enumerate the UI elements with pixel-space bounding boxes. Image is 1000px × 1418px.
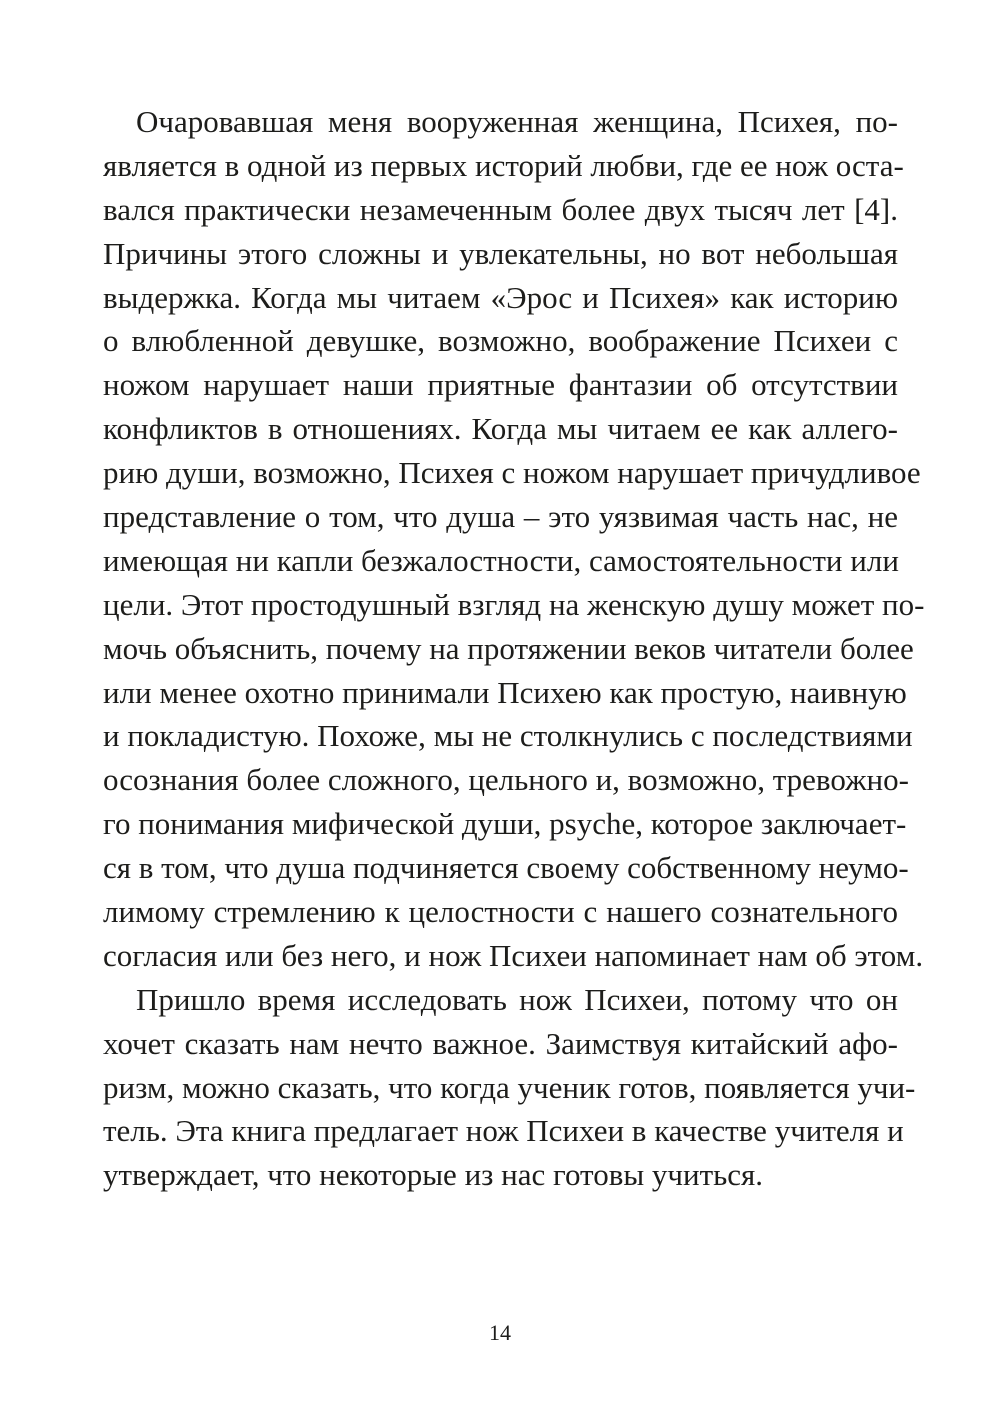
text-line: конфликтов в отношениях. Когда мы читаем ее как аллего- <box>103 411 898 447</box>
text-line: ризм, можно сказать, что когда ученик готов, появляется учи- <box>103 1069 916 1105</box>
text-line: о влюбленной девушке, возможно, воображение Психеи с <box>103 323 898 359</box>
text-line: го понимания мифической души, psyche, которое заключает- <box>103 806 907 842</box>
text-line: мочь объяснить, почему на протяжении веков читатели более <box>103 630 914 666</box>
text-line: вался практически незамеченным более двух тысяч лет [4]. <box>103 191 898 227</box>
text-line: или менее охотно принимали Психею как простую, наивную <box>103 674 907 710</box>
body-text <box>103 100 925 1197</box>
text-line: рию души, возможно, Психея с ножом нарушает причудливое <box>103 455 921 491</box>
text-line: утверждает, что некоторые из нас готовы учиться. <box>103 1157 764 1193</box>
paragraph-2 <box>103 978 916 1197</box>
text-line: тель. Эта книга предлагает нож Психеи в качестве учителя и <box>103 1113 904 1149</box>
paragraph-1 <box>103 100 925 978</box>
text-line: осознания более сложного, цельного и, возможно, тревожно- <box>103 762 909 798</box>
text-line: и покладистую. Похоже, мы не столкнулись с последствиями <box>103 718 913 754</box>
text-line: ножом нарушает наши приятные фантазии об отсутствии <box>103 367 898 403</box>
text-line: согласия или без него, и нож Психеи напоминает нам об этом. <box>103 937 924 973</box>
text-line: ся в том, что душа подчиняется своему собственному неумо- <box>103 850 909 886</box>
text-line: выдержка. Когда мы читаем «Эрос и Психея» как историю <box>103 279 898 315</box>
text-line: Пришло время исследовать нож Психеи, потому что он <box>136 981 898 1017</box>
text-line: имеющая ни капли безжалостности, самостоятельности или <box>103 542 899 578</box>
text-line: хочет сказать нам нечто важное. Заимствуя китайский афо- <box>103 1025 898 1061</box>
text-line: лимому стремлению к целостности с нашего сознательного <box>103 894 898 930</box>
text-line: цели. Этот простодушный взгляд на женскую душу может по- <box>103 586 925 622</box>
page-number: 14 <box>489 1320 511 1345</box>
text-line: является в одной из первых историй любви, где ее нож оста- <box>103 147 904 183</box>
text-line: Очаровавшая меня вооруженная женщина, Психея, по- <box>136 104 898 139</box>
text-line: Причины этого сложны и увлекательны, но вот небольшая <box>103 235 898 271</box>
text-line: представление о том, что душа – это уязвимая часть нас, не <box>103 499 898 535</box>
